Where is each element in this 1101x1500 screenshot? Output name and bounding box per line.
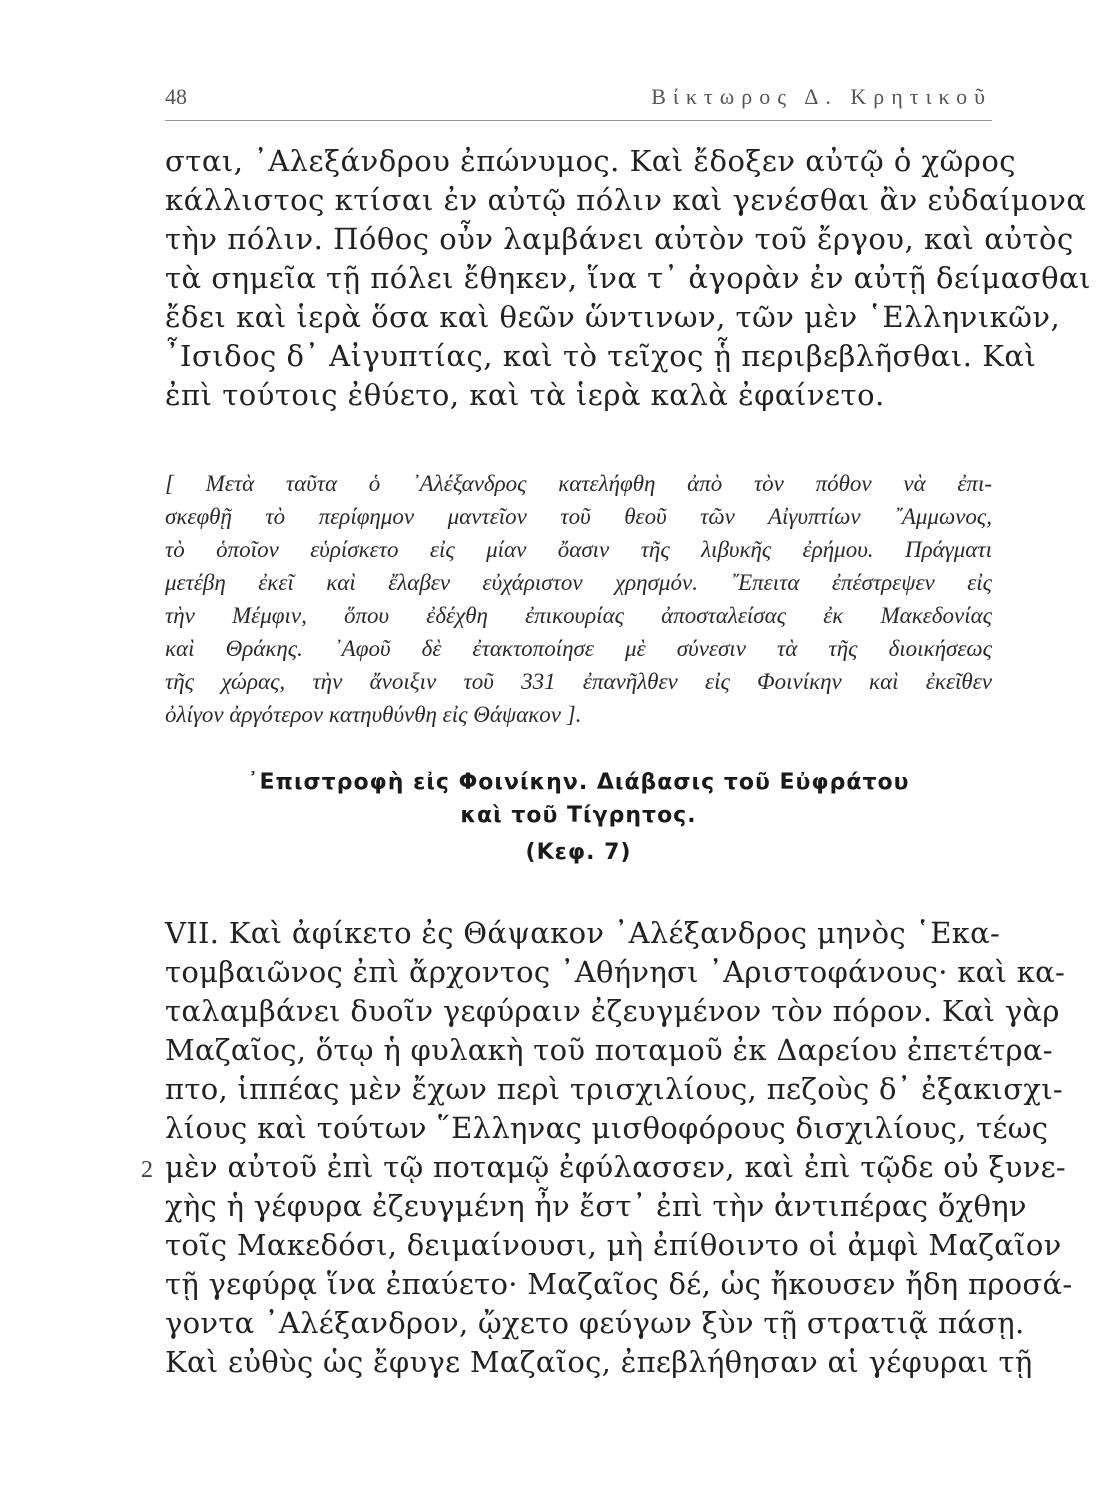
- note-line: [ Μετὰ ταῦτα ὁ ᾿Αλέξανδρος κατελήφθη ἀπὸ τὸν πόθον νὰ ἐπι-: [165, 471, 992, 496]
- section-heading: [165, 766, 992, 832]
- note-line: καὶ Θράκης. ᾿Αφοῦ δὲ ἐτακτοποίησε μὲ σύνεσιν τὰ τῆς διοικήσεως: [165, 636, 992, 661]
- text-line: τομβαιῶνος ἐπὶ ἄρχοντος ᾿Αθήνησι ᾿Αριστοφάνους· καὶ κα-: [165, 955, 1066, 989]
- text-line: ἔδει καὶ ἱερὰ ὅσα καὶ θεῶν ὥντινων, τῶν μὲν ῾Ελληνικῶν,: [165, 300, 1061, 334]
- heading-line-1: ᾿Επιστροφὴ εἰς Φοινίκην. Διάβασις τοῦ Εὐφράτου: [247, 770, 910, 795]
- text-line: Μαζαῖος, ὅτῳ ἡ φυλακὴ τοῦ ποταμοῦ ἐκ Δαρείου ἐπετέτρα-: [165, 1033, 1053, 1067]
- text-line: τοῖς Μακεδόσι, δειμαίνουσι, μὴ ἐπίθοιντο οἱ ἀμφὶ Μαζαῖον: [165, 1228, 1062, 1262]
- text-line: σται, ᾿Αλεξάνδρου ἐπώνυμος. Καὶ ἔδοξεν αὐτῷ ὁ χῶρος: [165, 144, 1017, 178]
- text-line: χὴς ἡ γέφυρα ἐζευγμένη ἦν ἔστ᾿ ἐπὶ τὴν ἀντιπέρας ὄχθην: [165, 1189, 1027, 1223]
- text-line: γοντα ᾿Αλέξανδρον, ᾤχετο φεύγων ξὺν τῇ στρατιᾷ πάσῃ.: [165, 1306, 1025, 1340]
- text-line: Καὶ εὐθὺς ὡς ἔφυγε Μαζαῖος, ἐπεβλήθησαν αἱ γέφυραι τῇ: [165, 1345, 1033, 1379]
- heading-line-2: καὶ τοῦ Τίγρητος.: [460, 803, 697, 828]
- text-line: πτο, ἱππέας μὲν ἔχων περὶ τρισχιλίους, πεζοὺς δ᾿ ἐξακισχι-: [165, 1072, 1063, 1106]
- text-line: ἐπὶ τούτοις ἐθύετο, καὶ τὰ ἱερὰ καλὰ ἐφαίνετο.: [165, 378, 885, 412]
- paragraph-2: [165, 914, 1073, 1382]
- page-number: 48: [165, 84, 187, 109]
- text-line: τὴν πόλιν. Πόθος οὖν λαμβάνει αὐτὸν τοῦ ἔργου, καὶ αὐτὸς: [165, 222, 1074, 256]
- running-head: Βίκτωρος Δ. Κρητικοῦ: [651, 84, 992, 109]
- editorial-note: [165, 467, 992, 731]
- text-line: VII. Καὶ ἀφίκετο ἐς Θάψακον ᾿Αλέξανδρος μηνὸς ῾Εκα-: [165, 916, 1001, 950]
- header-rule: [165, 120, 992, 121]
- note-line: σκεφθῇ τὸ περίφημον μαντεῖον τοῦ θεοῦ τῶν Αἰγυπτίων ῎Αμμωνος,: [165, 504, 992, 529]
- text-line: μὲν αὐτοῦ ἐπὶ τῷ ποταμῷ ἐφύλασσεν, καὶ ἐπὶ τῷδε οὐ ξυνε-: [165, 1150, 1067, 1184]
- text-line: κάλλιστος κτίσαι ἐν αὐτῷ πόλιν καὶ γενέσθαι ἂν εὐδαίμονα: [165, 183, 1087, 217]
- chapter-reference: (Κεφ. 7): [525, 840, 632, 865]
- margin-section-number: 2: [141, 1157, 153, 1183]
- text-line: τὰ σημεῖα τῇ πόλει ἔθηκεν, ἵνα τ᾿ ἀγορὰν ἐν αὐτῇ δείμασθαι: [165, 261, 1091, 295]
- note-line: μετέβη ἐκεῖ καὶ ἔλαβεν εὐχάριστον χρησμόν. ῎Επειτα ἐπέστρεψεν εἰς: [165, 570, 992, 595]
- note-line: τὸ ὁποῖον εὑρίσκετο εἰς μίαν ὄασιν τῆς λιβυκῆς ἐρήμου. Πράγματι: [165, 537, 992, 562]
- text-line: τῇ γεφύρᾳ ἵνα ἐπαύετο· Μαζαῖος δέ, ὡς ἤκουσεν ἤδη προσά-: [165, 1267, 1073, 1301]
- text-line: ῏Ισιδος δ᾿ Αἰγυπτίας, καὶ τὸ τεῖχος ᾗ περιβεβλῆσθαι. Καὶ: [165, 339, 1037, 373]
- note-line: τὴν Μέμφιν, ὅπου ἐδέχθη ἐπικουρίας ἀποσταλείσας ἐκ Μακεδονίας: [165, 603, 992, 628]
- text-line: ταλαμβάνει δυοῖν γεφύραιν ἐζευγμένον τὸν πόρον. Καὶ γὰρ: [165, 994, 1060, 1028]
- note-line: ὀλίγον ἀργότερον κατηυθύνθη εἰς Θάψακον ].: [165, 702, 582, 727]
- paragraph-1: [165, 142, 1091, 415]
- note-line: τῆς χώρας, τὴν ἄνοιξιν τοῦ 331 ἐπανῆλθεν εἰς Φοινίκην καὶ ἐκεῖθεν: [165, 669, 992, 694]
- page-header: [165, 84, 992, 114]
- text-line: λίους καὶ τούτων ῞Ελληνας μισθοφόρους δισχιλίους, τέως: [165, 1111, 1049, 1145]
